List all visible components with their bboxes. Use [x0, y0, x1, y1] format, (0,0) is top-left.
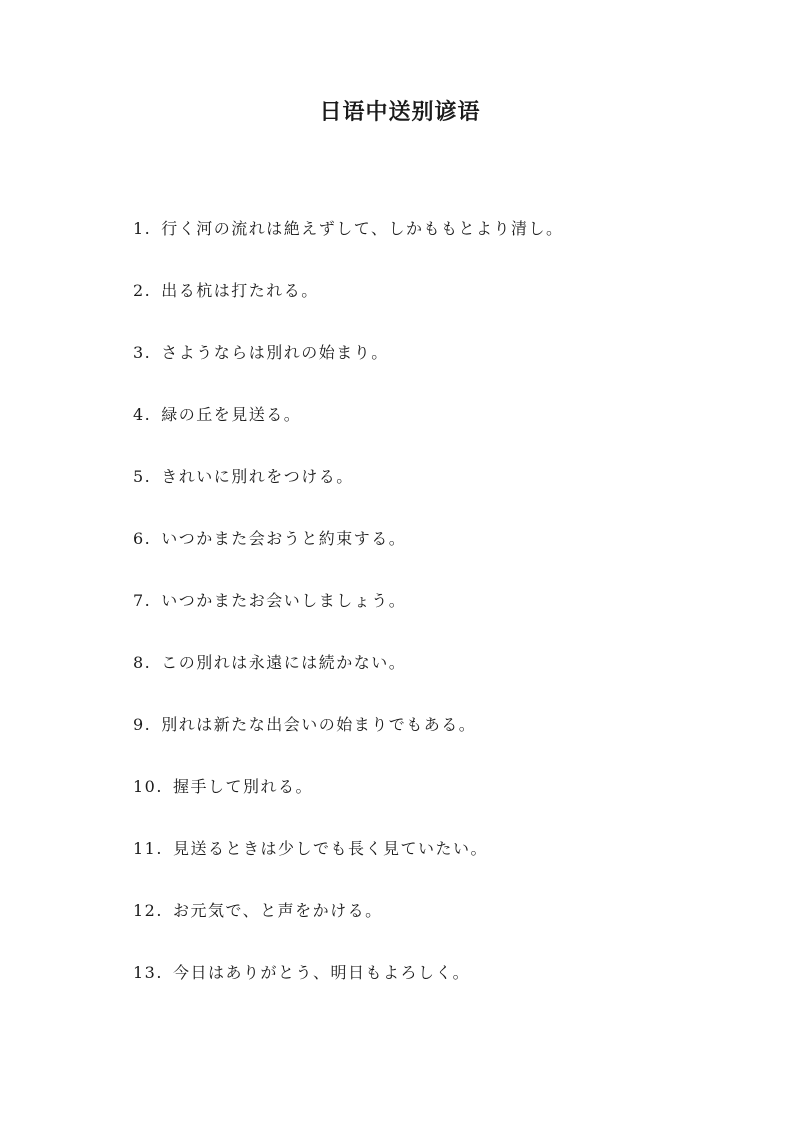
item-number: 7. — [133, 591, 152, 610]
list-item — [133, 830, 733, 892]
list-item — [133, 396, 733, 458]
list-item — [133, 582, 733, 644]
proverb-text: 見送るときは少しでも長く見ていたい。 — [172, 839, 488, 858]
proverb-text: お元気で、と声をかける。 — [172, 901, 383, 920]
list-item — [133, 520, 733, 582]
proverb-text: 別れは新たな出会いの始まりでもある。 — [161, 715, 477, 734]
proverb-text: 出る杭は打たれる。 — [161, 281, 319, 300]
proverb-text: 行く河の流れは絶えずして、しかももとより清し。 — [161, 219, 564, 238]
list-item — [133, 954, 733, 1016]
list-item — [133, 892, 733, 954]
list-item — [133, 644, 733, 706]
item-number: 5. — [133, 467, 152, 486]
item-number: 13. — [133, 963, 163, 982]
item-number: 10. — [133, 777, 163, 796]
item-number: 11. — [133, 839, 163, 858]
list-item — [133, 334, 733, 396]
item-number: 9. — [133, 715, 152, 734]
proverb-text: いつかまたお会いしましょう。 — [161, 591, 407, 610]
proverb-list — [133, 210, 733, 1016]
item-number: 3. — [133, 343, 152, 362]
list-item — [133, 706, 733, 768]
list-item — [133, 458, 733, 520]
item-number: 4. — [133, 405, 152, 424]
list-item — [133, 272, 733, 334]
proverb-text: 握手して別れる。 — [172, 777, 313, 796]
document-title: 日语中送别谚语 — [319, 99, 481, 125]
item-number: 8. — [133, 653, 152, 672]
proverb-text: この別れは永遠には続かない。 — [161, 653, 407, 672]
item-number: 1. — [133, 219, 152, 238]
proverb-text: 今日はありがとう、明日もよろしく。 — [172, 963, 471, 982]
proverb-text: きれいに別れをつける。 — [161, 467, 354, 486]
list-item — [133, 768, 733, 830]
proverb-text: いつかまた会おうと約束する。 — [161, 529, 407, 548]
item-number: 6. — [133, 529, 152, 548]
proverb-text: 緑の丘を見送る。 — [161, 405, 302, 424]
proverb-text: さようならは別れの始まり。 — [161, 343, 389, 362]
list-item — [133, 210, 733, 272]
item-number: 12. — [133, 901, 163, 920]
item-number: 2. — [133, 281, 152, 300]
